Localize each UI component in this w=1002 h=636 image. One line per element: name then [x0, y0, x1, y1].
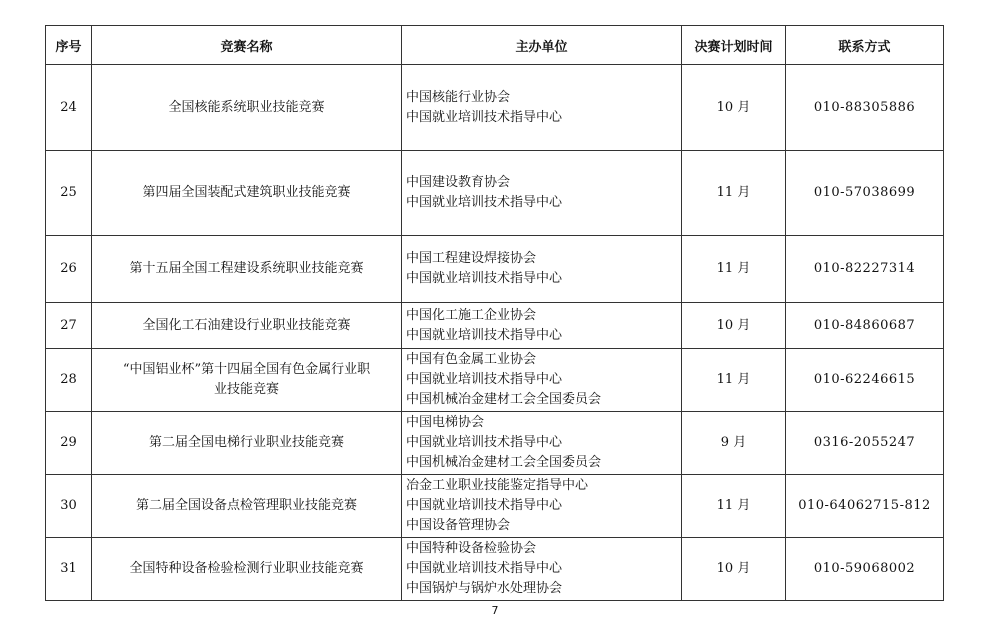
- table-header-row: [46, 26, 944, 65]
- table-row: [46, 538, 944, 601]
- organizer: 中国设备管理协会: [406, 518, 511, 533]
- organizer: 中国就业培训技术指导中心: [406, 109, 563, 125]
- organizers-cell: [402, 538, 682, 601]
- organizer: 中国有色金属工业协会: [406, 352, 537, 367]
- organizers-cell: [402, 65, 682, 151]
- organizer: 中国机械冶金建材工会全国委员会: [406, 455, 602, 470]
- header-num: 序号: [46, 26, 92, 65]
- organizer: 中国就业培训技术指导中心: [406, 271, 563, 286]
- competition-name: 全国化工石油建设行业职业技能竞赛: [92, 303, 402, 349]
- organizer: 中国核能行业协会: [406, 89, 511, 105]
- contact-phone: 010-88305886: [786, 65, 944, 151]
- final-time: 10 月: [682, 538, 786, 601]
- organizer: 中国就业培训技术指导中心: [406, 498, 563, 513]
- organizer: 中国电梯协会: [406, 415, 485, 430]
- final-time: 11 月: [682, 349, 786, 412]
- contact-phone: 010-82227314: [786, 236, 944, 303]
- row-number: 24: [46, 65, 92, 151]
- competition-name: 第二届全国设备点检管理职业技能竞赛: [92, 475, 402, 538]
- competition-name: 第四届全国装配式建筑职业技能竞赛: [92, 151, 402, 236]
- header-org: 主办单位: [402, 26, 682, 65]
- organizers-cell: [402, 151, 682, 236]
- competition-name: 全国特种设备检验检测行业职业技能竞赛: [92, 538, 402, 601]
- contact-phone: 010-64062715-812: [786, 475, 944, 538]
- organizer: 中国机械冶金建材工会全国委员会: [406, 392, 602, 407]
- row-number: 27: [46, 303, 92, 349]
- row-number: 31: [46, 538, 92, 601]
- final-time: 11 月: [682, 151, 786, 236]
- organizer: 中国就业培训技术指导中心: [406, 327, 563, 343]
- organizer: 中国就业培训技术指导中心: [406, 372, 563, 387]
- final-time: 9 月: [682, 412, 786, 475]
- row-number: 29: [46, 412, 92, 475]
- contact-phone: 010-59068002: [786, 538, 944, 601]
- competition-name: 第二届全国电梯行业职业技能竞赛: [92, 412, 402, 475]
- organizer: 中国就业培训技术指导中心: [406, 435, 563, 450]
- row-number: 30: [46, 475, 92, 538]
- final-time: 10 月: [682, 65, 786, 151]
- final-time: 11 月: [682, 236, 786, 303]
- organizers-cell: [402, 303, 682, 349]
- table-row: [46, 475, 944, 538]
- table-row: [46, 349, 944, 412]
- organizers-cell: [402, 236, 682, 303]
- header-time: 决赛计划时间: [682, 26, 786, 65]
- competition-name: 第十五届全国工程建设系统职业技能竞赛: [92, 236, 402, 303]
- competition-name: 全国核能系统职业技能竞赛: [92, 65, 402, 151]
- competition-name: “中国铝业杯”第十四届全国有色金属行业职业技能竞赛: [92, 349, 402, 412]
- page-number: 7: [491, 604, 499, 617]
- organizer: 冶金工业职业技能鉴定指导中心: [406, 478, 589, 493]
- table-row: [46, 412, 944, 475]
- row-number: 25: [46, 151, 92, 236]
- organizer: 中国就业培训技术指导中心: [406, 561, 563, 576]
- competition-table: [45, 25, 944, 601]
- organizer: 中国建设教育协会: [406, 175, 511, 190]
- table-row: [46, 65, 944, 151]
- final-time: 11 月: [682, 475, 786, 538]
- organizer: 中国特种设备检验协会: [406, 541, 537, 556]
- table-row: [46, 151, 944, 236]
- organizer: 中国锅炉与锅炉水处理协会: [406, 581, 563, 596]
- table-row: [46, 303, 944, 349]
- final-time: 10 月: [682, 303, 786, 349]
- contact-phone: 010-84860687: [786, 303, 944, 349]
- header-contact: 联系方式: [786, 26, 944, 65]
- organizers-cell: [402, 412, 682, 475]
- header-name: 竞赛名称: [92, 26, 402, 65]
- row-number: 26: [46, 236, 92, 303]
- contact-phone: 010-57038699: [786, 151, 944, 236]
- organizer: 中国工程建设焊接协会: [406, 251, 537, 266]
- table-row: [46, 236, 944, 303]
- organizer: 中国就业培训技术指导中心: [406, 195, 563, 210]
- contact-phone: 0316-2055247: [786, 412, 944, 475]
- organizer: 中国化工施工企业协会: [406, 307, 537, 323]
- organizers-cell: [402, 475, 682, 538]
- contact-phone: 010-62246615: [786, 349, 944, 412]
- row-number: 28: [46, 349, 92, 412]
- organizers-cell: [402, 349, 682, 412]
